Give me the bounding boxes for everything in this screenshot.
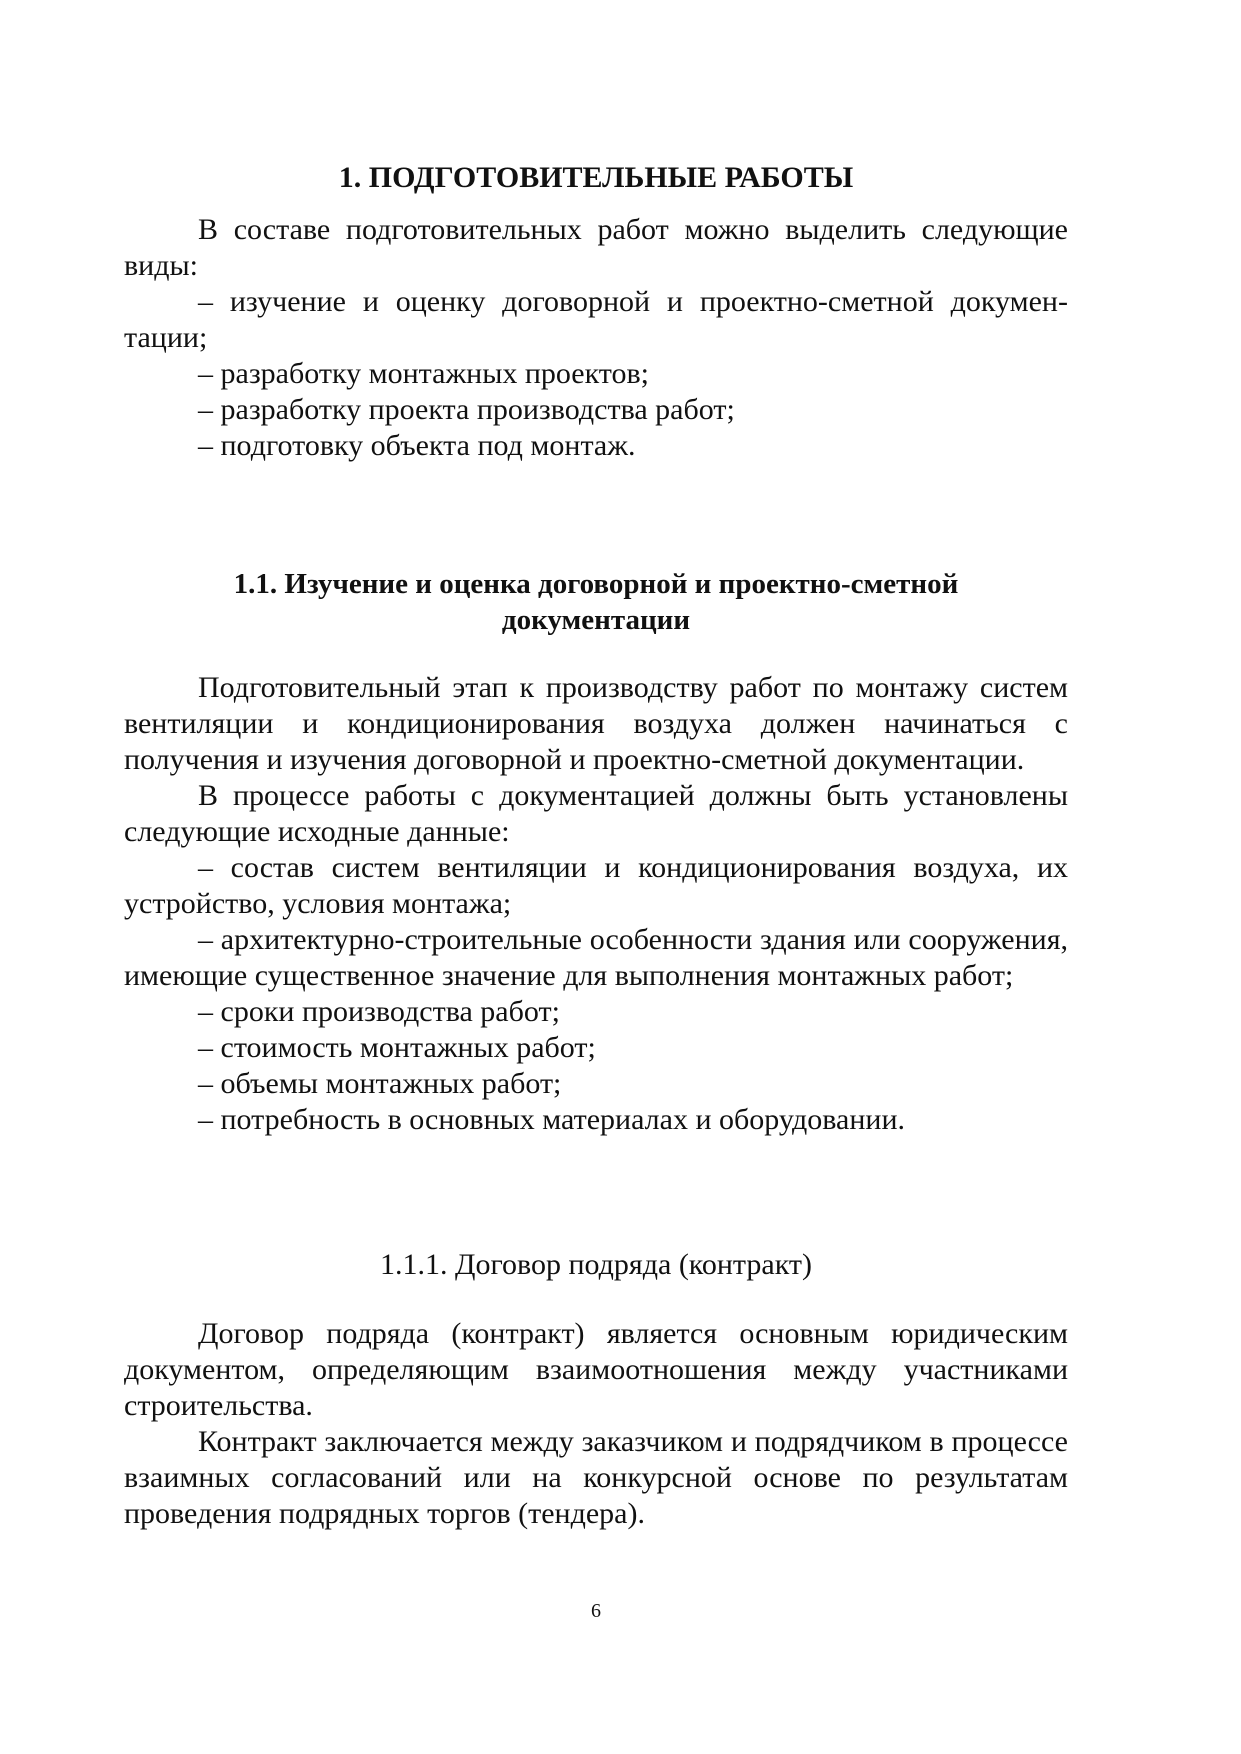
section-intro-block [124, 212, 1068, 464]
list-item: – подготовку объекта под монтаж. [198, 429, 636, 462]
list-item: – сроки производства работ; [198, 995, 560, 1028]
intro-paragraph: В составе подготовительных работ можно выделить следующие виды: [124, 213, 1068, 282]
list-item: – потребность в основных материалах и оборудовании. [198, 1103, 905, 1136]
list-item: – изучение и оценку договорной и проектно-сметной документации; [124, 285, 1068, 354]
subsection-body-block [124, 670, 1068, 1138]
subsubsection-body-block [124, 1316, 1068, 1532]
body-paragraph: Контракт заключается между заказчиком и подрядчиком в процессе взаимных согласований или на конкурсной основе по результатам проведения подрядных торгов (тендера). [124, 1425, 1068, 1530]
subsection-title-line1: 1.1. Изучение и оценка договорной и проектно-сметной [233, 568, 959, 600]
page-number: 6 [591, 1600, 601, 1622]
list-item: – архитектурно-строительные особенности здания или сооружения, имеющие существенное значение для выполнения монтажных работ; [124, 923, 1068, 992]
list-item: – стоимость монтажных работ; [198, 1031, 596, 1064]
body-paragraph: Договор подряда (контракт) является основным юридическим документом, определяющим взаимоотношения между участниками строительства. [124, 1317, 1068, 1422]
list-item: – разработку монтажных проектов; [198, 357, 650, 390]
subsubsection-title: 1.1.1. Договор подряда (контракт) [380, 1248, 812, 1281]
list-item: – объемы монтажных работ; [198, 1067, 562, 1100]
section-title: 1. ПОДГОТОВИТЕЛЬНЫЕ РАБОТЫ [338, 161, 854, 194]
list-item: – состав систем вентиляции и кондиционирования воздуха, их устройство, условия монтажа; [124, 851, 1068, 920]
body-paragraph: Подготовительный этап к производству работ по монтажу систем вентиляции и кондиционирования воздуха должен начинаться с получения и изучения договорной и проектно-сметной документации. [124, 671, 1068, 776]
body-paragraph: В процессе работы с документацией должны быть установлены следующие исходные данные: [124, 779, 1068, 848]
subsection-title-line2: документации [501, 604, 691, 636]
list-item: – разработку проекта производства работ; [198, 393, 735, 426]
